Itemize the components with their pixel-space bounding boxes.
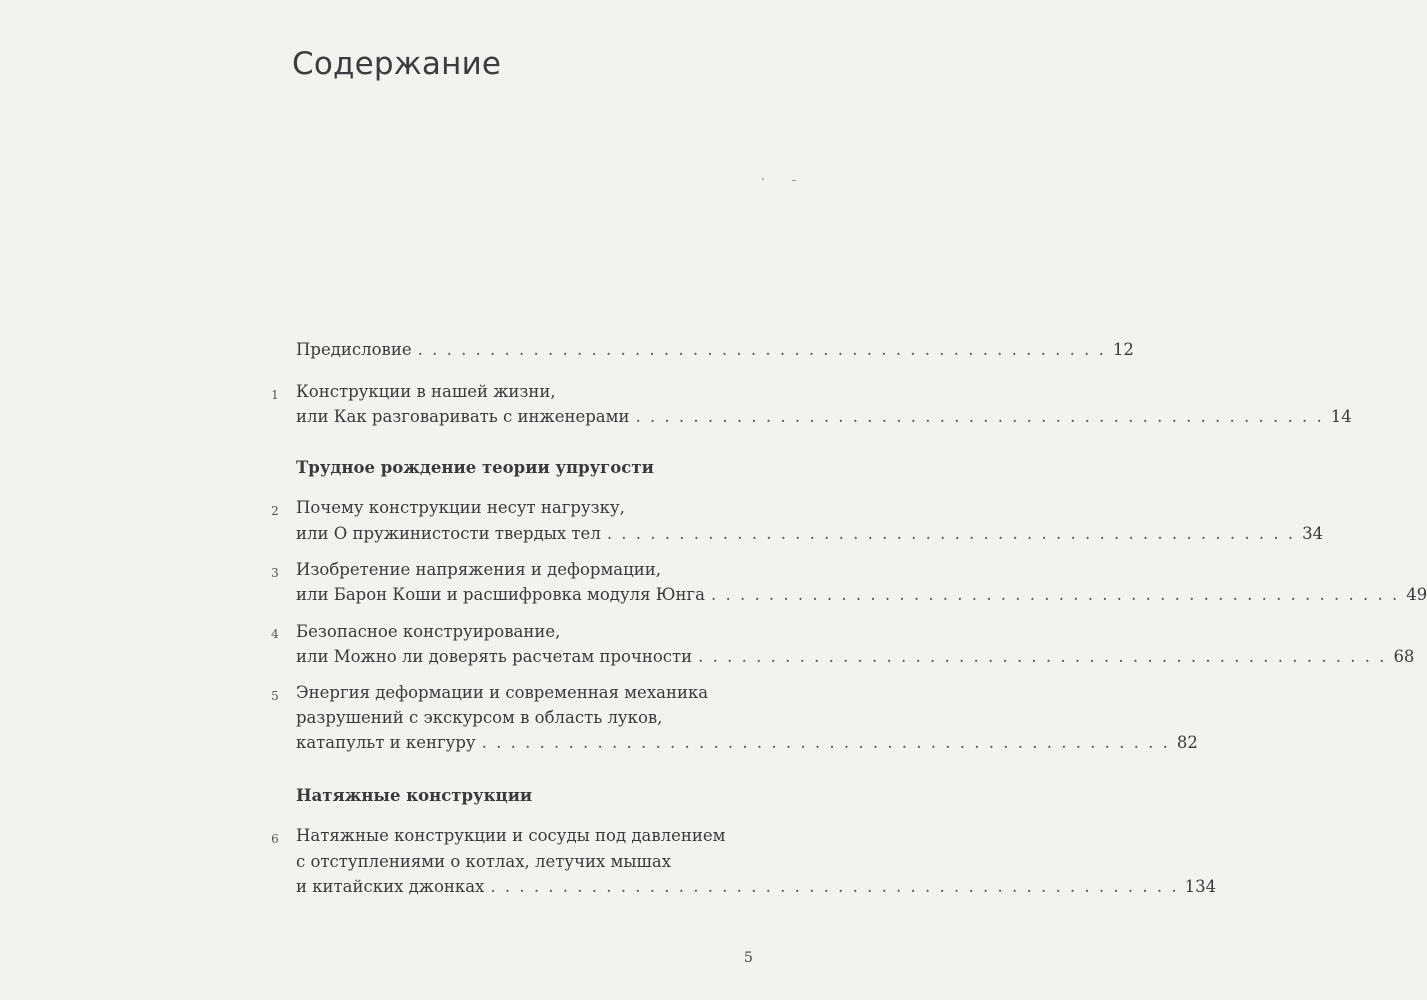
- chapter-number: 3: [271, 566, 279, 580]
- toc-line: [296, 337, 1134, 363]
- page-number: 49: [1406, 585, 1427, 604]
- entry-title: Предисловие: [296, 340, 412, 359]
- chapter-number: 1: [271, 388, 279, 402]
- entry-title-line: или Барон Коши и расшифровка модуля Юнга: [296, 585, 705, 604]
- entry-title-line: или Можно ли доверять расчетам прочности: [296, 647, 693, 666]
- toc-line: [296, 521, 1324, 547]
- page-number: 12: [1112, 340, 1134, 359]
- entry-title-line: разрушений с экскурсом в область луков,: [296, 708, 663, 727]
- page-number: 134: [1184, 877, 1217, 896]
- section-heading: Трудное рождение теории упругости: [296, 458, 654, 477]
- entry-title-line: Конструкции в нашей жизни,: [296, 382, 556, 401]
- entry-title-line: и китайских джонках: [296, 877, 485, 896]
- entry-title-line: Почему конструкции несут нагрузку,: [296, 498, 625, 517]
- entry-title-line: или О пружинистости твердых тел: [296, 524, 601, 543]
- page-number: 82: [1176, 733, 1198, 752]
- toc-line: [296, 404, 1352, 430]
- section-heading: Натяжные конструкции: [296, 786, 533, 805]
- page-number: 68: [1393, 647, 1415, 666]
- entry-title-line: Энергия деформации и современная механика: [296, 683, 709, 702]
- entry-title-line: Натяжные конструкции и сосуды под давлением: [296, 826, 726, 845]
- toc-line: [296, 730, 1198, 756]
- toc-line: [296, 874, 1217, 900]
- toc-line: [296, 644, 1415, 670]
- toc-line: [296, 582, 1427, 608]
- entry-title-line: катапульт и кенгуру: [296, 733, 476, 752]
- page-title: Содержание: [292, 46, 502, 82]
- dot-leader: . . . . . . . . . . . . . . . . . . . . . . . . . . . . . . . . . . . . . . . . . . . . . . . .: [635, 407, 1324, 426]
- entry-title-line: Безопасное конструирование,: [296, 622, 561, 641]
- chapter-number: 5: [271, 689, 279, 703]
- chapter-number: 6: [271, 832, 279, 846]
- page-number: 14: [1330, 407, 1352, 426]
- chapter-number: 4: [271, 627, 279, 641]
- dot-leader: . . . . . . . . . . . . . . . . . . . . . . . . . . . . . . . . . . . . . . . . . . . . . . . .: [417, 340, 1106, 359]
- entry-title-line: или Как разговаривать с инженерами: [296, 407, 630, 426]
- dot-leader: . . . . . . . . . . . . . . . . . . . . . . . . . . . . . . . . . . . . . . . . . . . . . . . .: [710, 585, 1400, 604]
- chapter-number: 2: [271, 504, 279, 518]
- dot-leader: . . . . . . . . . . . . . . . . . . . . . . . . . . . . . . . . . . . . . . . . . . . . . . . .: [481, 733, 1170, 752]
- dot-leader: . . . . . . . . . . . . . . . . . . . . . . . . . . . . . . . . . . . . . . . . . . . . . . . .: [490, 877, 1179, 896]
- entry-title-line: с отступлениями о котлах, летучих мышах: [296, 852, 672, 871]
- dot-leader: . . . . . . . . . . . . . . . . . . . . . . . . . . . . . . . . . . . . . . . . . . . . . . . .: [606, 524, 1296, 543]
- entry-title-line: Изобретение напряжения и деформации,: [296, 560, 661, 579]
- page-folio: 5: [744, 950, 753, 966]
- dot-leader: . . . . . . . . . . . . . . . . . . . . . . . . . . . . . . . . . . . . . . . . . . . . . . . .: [698, 647, 1387, 666]
- page-number: 34: [1302, 524, 1324, 543]
